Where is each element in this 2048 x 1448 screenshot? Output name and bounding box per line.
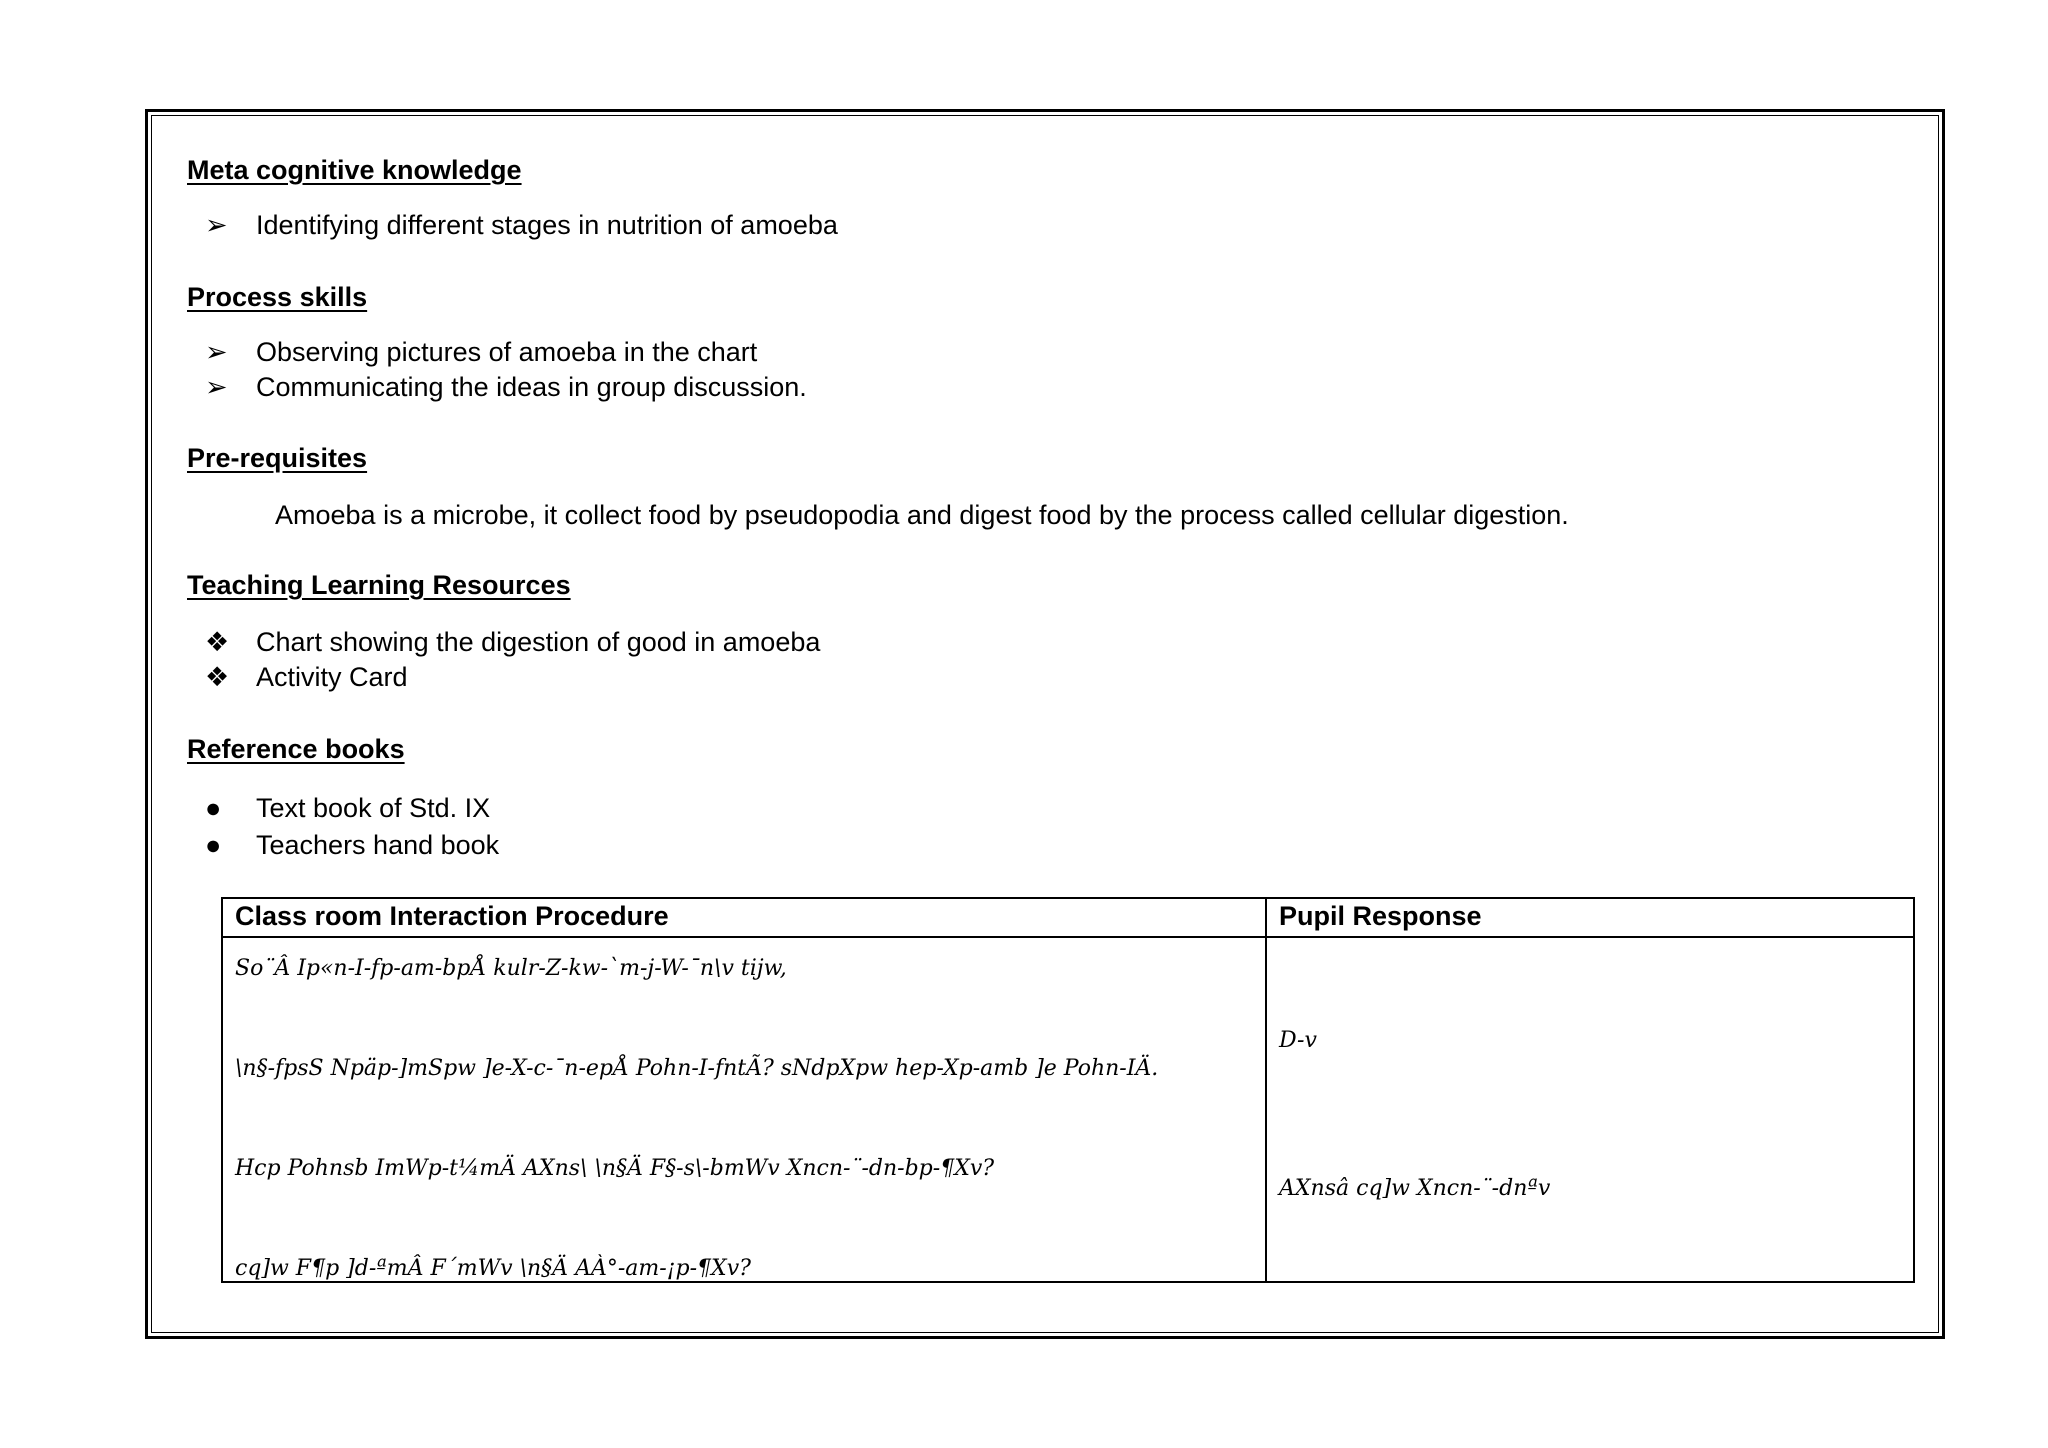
list-item-text: Observing pictures of amoeba in the chart [256, 337, 758, 367]
procedure-line: Hcp Pohnsb ImWp-t¼mÄ AXns\ \n§Ä F§-s\-bmWv Xncn-¨-dn-bp-¶Xv? [235, 1156, 995, 1181]
table-header-row [222, 898, 1914, 937]
arrow-bullet-icon: ➢ [205, 372, 228, 402]
heading-resources: Teaching Learning Resources [187, 570, 571, 600]
heading-metacognitive: Meta cognitive knowledge [187, 155, 522, 185]
response-line: AXnsâ cq]w Xncn-¨-dnªv [1279, 1176, 1551, 1201]
table-row [222, 937, 1914, 1282]
procedure-line: cq]w F¶p ]d-ªmÂ F´mWv \n§Ä AÀ°-am-¡p-¶Xv? [235, 1256, 751, 1281]
list-item-text: Identifying different stages in nutrition of amoeba [256, 210, 838, 240]
prerequisites-text: Amoeba is a microbe, it collect food by pseudopodia and digest food by the process called cellular digestion. [275, 500, 1569, 530]
list-item-text: Text book of Std. IX [256, 793, 491, 823]
diamond-bullet-icon: ❖ [205, 627, 230, 657]
header-pupil-response: Pupil Response [1266, 898, 1914, 937]
procedure-line: So¨Â Ip«n-I-fp-am-bpÅ kulr-Z-kw-`m-j-W-¯n\v tijw, [235, 956, 787, 981]
diamond-bullet-icon: ❖ [205, 662, 230, 692]
heading-prerequisites: Pre-requisites [187, 443, 368, 473]
heading-process-skills: Process skills [187, 282, 368, 312]
list-item-text: Teachers hand book [256, 830, 500, 860]
dot-bullet-icon: ● [205, 830, 222, 860]
procedure-cell [222, 937, 1266, 1282]
interaction-table [221, 897, 1915, 1283]
heading-references: Reference books [187, 734, 405, 764]
arrow-bullet-icon: ➢ [205, 337, 228, 367]
dot-bullet-icon: ● [205, 793, 222, 823]
header-procedure: Class room Interaction Procedure [222, 898, 1266, 937]
list-item-text: Communicating the ideas in group discussion. [256, 372, 807, 402]
procedure-line: \n§-fpsS Npäp-]mSpw ]e-X-c-¯n-epÅ Pohn-I-fntÃ? sNdpXpw hep-Xp-amb ]e Pohn-IÄ. [235, 1056, 1159, 1081]
response-line: D-v [1279, 1028, 1317, 1053]
list-item-text: Chart showing the digestion of good in amoeba [256, 627, 821, 657]
list-item-text: Activity Card [256, 662, 408, 692]
arrow-bullet-icon: ➢ [205, 210, 228, 240]
response-cell [1266, 937, 1914, 1282]
